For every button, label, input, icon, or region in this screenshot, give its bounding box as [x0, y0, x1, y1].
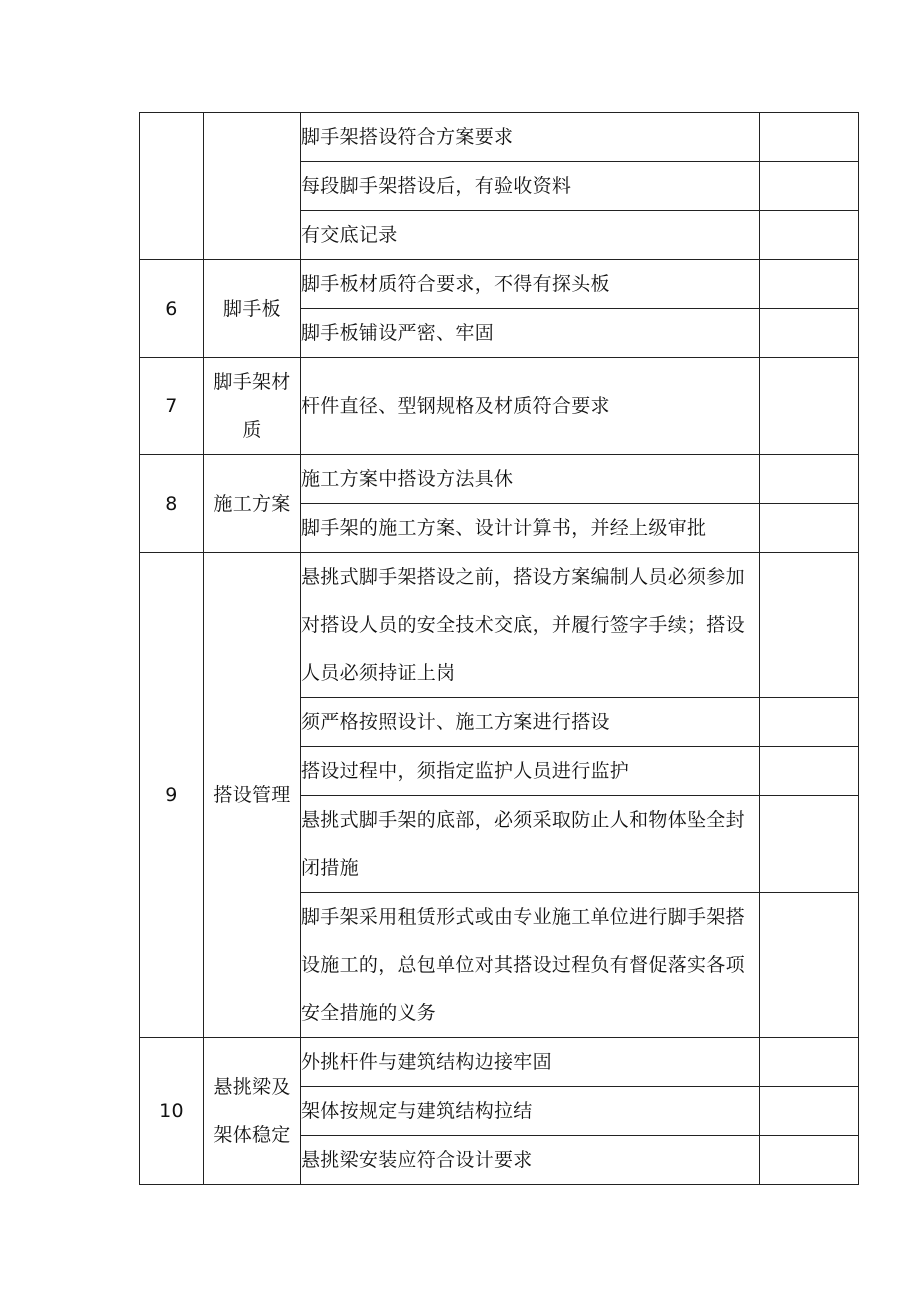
result-cell[interactable]	[760, 504, 859, 553]
result-cell[interactable]	[760, 1038, 859, 1087]
requirement-cell: 脚手架的施工方案、设计计算书，并经上级审批	[301, 504, 760, 553]
result-cell[interactable]	[760, 1087, 859, 1136]
requirement-cell: 架体按规定与建筑结构拉结	[301, 1087, 760, 1136]
table-row	[140, 553, 859, 698]
result-cell[interactable]	[760, 796, 859, 893]
inspection-table	[139, 112, 859, 1185]
result-cell[interactable]	[760, 113, 859, 162]
item-name: 悬挑梁及架体稳定	[204, 1038, 301, 1185]
requirement-cell: 悬挑式脚手架的底部，必须采取防止人和物体坠全封闭措施	[301, 796, 760, 893]
row-number: 10	[140, 1038, 204, 1185]
table-row	[140, 113, 859, 162]
table-row	[140, 1038, 859, 1087]
requirement-cell: 悬挑梁安装应符合设计要求	[301, 1136, 760, 1185]
row-number: 8	[140, 455, 204, 553]
result-cell[interactable]	[760, 1136, 859, 1185]
requirement-cell: 脚手架采用租赁形式或由专业施工单位进行脚手架搭设施工的，总包单位对其搭设过程负有督促落实各项安全措施的义务	[301, 893, 760, 1038]
item-name: 脚手板	[204, 260, 301, 358]
row-number: 6	[140, 260, 204, 358]
result-cell[interactable]	[760, 455, 859, 504]
result-cell[interactable]	[760, 260, 859, 309]
requirement-cell: 施工方案中搭设方法具休	[301, 455, 760, 504]
item-name: 施工方案	[204, 455, 301, 553]
requirement-cell: 外挑杆件与建筑结构边接牢固	[301, 1038, 760, 1087]
result-cell[interactable]	[760, 893, 859, 1038]
result-cell[interactable]	[760, 162, 859, 211]
result-cell[interactable]	[760, 211, 859, 260]
result-cell[interactable]	[760, 309, 859, 358]
requirement-cell: 脚手板铺设严密、牢固	[301, 309, 760, 358]
table-row	[140, 260, 859, 309]
requirement-cell: 悬挑式脚手架搭设之前，搭设方案编制人员必须参加对搭设人员的安全技术交底，并履行签字手续；搭设人员必须持证上岗	[301, 553, 760, 698]
table-row	[140, 455, 859, 504]
row-number: 9	[140, 553, 204, 1038]
item-name: 脚手架材质	[204, 358, 301, 455]
requirement-cell: 杆件直径、型钢规格及材质符合要求	[301, 358, 760, 455]
item-name: 搭设管理	[204, 553, 301, 1038]
result-cell[interactable]	[760, 698, 859, 747]
row-number	[140, 113, 204, 260]
result-cell[interactable]	[760, 553, 859, 698]
requirement-cell: 搭设过程中，须指定监护人员进行监护	[301, 747, 760, 796]
requirement-cell: 脚手板材质符合要求，不得有探头板	[301, 260, 760, 309]
requirement-cell: 有交底记录	[301, 211, 760, 260]
requirement-cell: 须严格按照设计、施工方案进行搭设	[301, 698, 760, 747]
requirement-cell: 每段脚手架搭设后，有验收资料	[301, 162, 760, 211]
row-number: 7	[140, 358, 204, 455]
item-name	[204, 113, 301, 260]
result-cell[interactable]	[760, 747, 859, 796]
requirement-cell: 脚手架搭设符合方案要求	[301, 113, 760, 162]
result-cell[interactable]	[760, 358, 859, 455]
table-row	[140, 358, 859, 455]
